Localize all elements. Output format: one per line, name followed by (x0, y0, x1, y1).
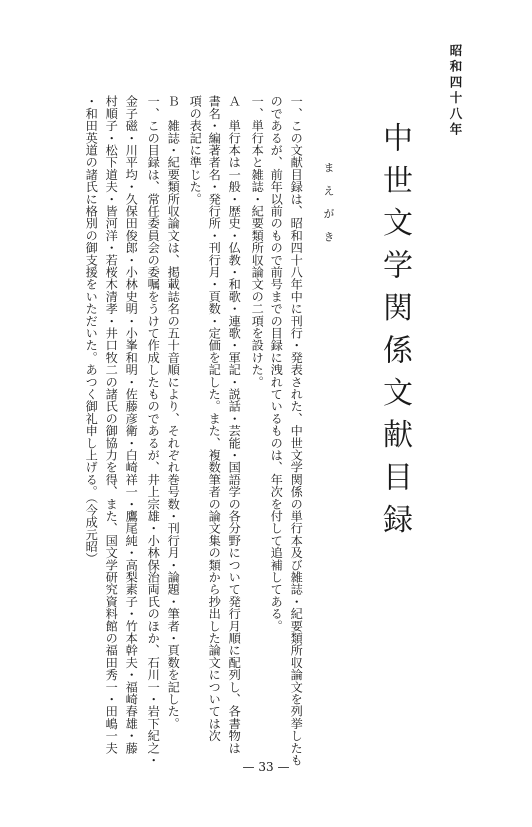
body-line: 一、この目録は、常任委員会の委嘱をうけて作成したものであるが、井上宗雄・小林保治両氏のほか、石川一・岩下紀之・ (146, 95, 161, 766)
page-title: 中世文学関係文献目録 (377, 122, 412, 546)
body-line: 項の表記に準じた。 (188, 95, 203, 205)
body-line: 書名・編著者名・発行所・刊行月・頁数・定価を記した。また、複数筆者の論文集の類から抄出した論文については次 (207, 95, 222, 742)
body-line: 一、単行本と雑誌・紀要類所収論文の二項を設けた。 (250, 95, 265, 388)
body-line: Ａ 単行本は一般・歴史・仏教・和歌・連歌・軍記・説話・芸能・国語学の各分野について発行月順に配列し、各書物は (227, 95, 242, 754)
page-number: — 33 — (242, 760, 290, 774)
body-line: 一、この文献目録は、昭和四十八年中に刊行・発表された、中世文学関係の単行本及び雑誌・紀要類所収論文を列挙したも (289, 95, 304, 766)
body-line: 金子磁・川平均・久保田俊郎・小林史明・小峯和明・佐藤彦衛・白崎祥一・鷹尾純・高梨素子・竹本幹夫・福崎春雄・藤 (124, 95, 139, 754)
preface-heading: まえがき (322, 162, 335, 254)
body-line: のであるが、前年以前のもので前号までの目録に洩れているものは、年次を付して追補してある。 (269, 95, 284, 632)
era-label: 昭和四十八年 (448, 44, 463, 139)
body-line: Ｂ 雑誌・紀要類所収論文は、掲載誌名の五十音順により、それぞれ巻号数・刊行月・論題・筆者・頁数を記した。 (166, 95, 181, 730)
body-line: 村順子・松下道夫・皆河洋・若桜木清孝・井口牧二の諸氏の御協力を得、また、国文学研究資料館の福田秀一・田嶋一夫 (104, 95, 119, 754)
body-line: ・和田英道の諸氏に格別の御支援をいただいた。あつく御礼申し上げる。（今成元昭） (84, 95, 99, 565)
